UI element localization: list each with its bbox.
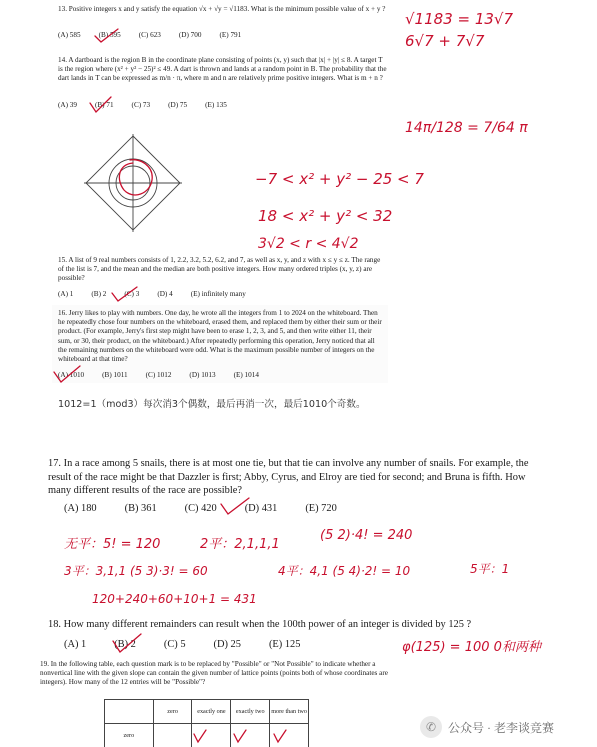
q13-choice-d: (D) 700 [178, 31, 202, 39]
q14-choice-a: (A) 39 [58, 101, 77, 109]
q16-text: Jerry likes to play with numbers. One day, he wrote all the integers from 1 to 2024 on the whiteboard. Then he repeatedly chose four numbers on the whiteboard, erased them, and replaced them by either their sum or their product. (For example, Jerry's first step might have been to erase 1, 2, 3, and 5, and then write either 11, their sum, or 30, their product, on the whiteboard.) After repeatedly performing this operation, Jerry noticed that all the remaining numbers on the whiteboard were odd. What is the maximum possible number of integers on the whiteboard at that time? [58, 309, 382, 364]
q19-header-exactly-one: exactly one [192, 700, 231, 724]
q19-number: 19. [40, 660, 49, 668]
q17-annotation-3: (5 2)·4! = 240 [320, 528, 413, 543]
q17-text: In a race among 5 snails, there is at most one tie, but that tie can involve any number of snails. For example, the result of the race might be that Dazzler is first; Abby, Cyrus, and Elroy are tied for second; and Bruna is fifth. How many different results of the race are possible? [48, 458, 529, 497]
q13-choice-b: (B) 595 [98, 31, 121, 39]
q18-check-mark [110, 632, 144, 654]
watermark [420, 716, 554, 738]
q19-check-marks [190, 726, 310, 746]
q14-text: A dartboard is the region B in the coordinate plane consisting of points (x, y) such that |x| + |y| ≤ 8. A target T is the region where (x² + y² − 25)² ≤ 49. A dart is thrown and lands at a random point in B. The probability that the dart lands in T can be expressed as m/n · π, where m and n are relatively prime positive integers. What is m + n ? [58, 56, 387, 83]
dartboard-sketch [78, 128, 188, 238]
q16-check-mark [52, 364, 85, 384]
q14-annotation-2: 18 < x² + y² < 32 [258, 207, 393, 225]
q17-annotation-1: 无平：5! = 120 [64, 537, 161, 552]
wechat-icon: ✆ [420, 716, 442, 738]
q19-header-more-than-two: more than two [270, 700, 309, 724]
q17-choice-e: (E) 720 [305, 503, 337, 514]
q18-choice-b: (B) 2 [114, 639, 136, 650]
q13-choice-e: (E) 791 [219, 31, 242, 39]
q13-choice-c: (C) 623 [138, 31, 161, 39]
q18-choice-c: (C) 5 [163, 639, 186, 650]
q14-choice-b: (B) 71 [94, 101, 114, 109]
q13-annotation-2: 6√7 + 7√7 [405, 32, 485, 50]
q15-choice-c: (C) 3 [124, 290, 140, 298]
q14-choice-d: (D) 75 [168, 101, 188, 109]
q15-number: 15. [58, 256, 67, 264]
q18-choice-e: (E) 125 [268, 639, 301, 650]
q14-number: 14. [58, 56, 67, 64]
q14-check-mark [88, 96, 114, 114]
q15-choice-e: (E) infinitely many [190, 290, 246, 298]
q16-choice-e: (E) 1014 [233, 371, 259, 379]
q15-choices [58, 290, 246, 298]
watermark-text: 公众号 · 老李谈竞赛 [448, 720, 554, 735]
q17-annotation-7: 120+240+60+10+1 = 431 [92, 592, 257, 606]
q18-number: 18. [48, 619, 61, 630]
q13-number: 13. [58, 5, 67, 13]
q17-choice-c: (C) 420 [184, 503, 217, 514]
q17-choice-b: (B) 361 [124, 503, 157, 514]
q15-block [58, 256, 388, 284]
q19-header-zero: zero [153, 700, 192, 724]
q16-choice-b: (B) 1011 [102, 371, 128, 379]
q15-choice-a: (A) 1 [58, 290, 74, 298]
q13-choice-a: (A) 585 [58, 31, 81, 39]
q19-row-label: zero [105, 724, 154, 747]
q17-annotation-6: 5平：1 [470, 562, 510, 576]
q17-number: 17. [48, 458, 61, 469]
q18-annotation: φ(125) = 100 0和两种 [402, 640, 541, 655]
q15-choice-b: (B) 2 [91, 290, 107, 298]
q17-choice-a: (A) 180 [64, 503, 97, 514]
q15-text: A list of 9 real numbers consists of 1, 2.2, 3.2, 5.2, 6.2, and 7, as well as x, y, and z with x ≤ y ≤ z. The range of the list is 7, and the mean and the median are both positive integers. How many ordered triples (x, y, z) are possible? [58, 256, 381, 283]
q14-annotation-1: −7 < x² + y² − 25 < 7 [255, 170, 424, 188]
q17-annotation-5: 4平：4,1 (5 4)·2! = 10 [278, 564, 411, 578]
q16-choice-a: (A) 1010 [58, 371, 85, 379]
q18-block [48, 618, 543, 632]
q19-cell [153, 724, 192, 747]
q14-block [58, 56, 388, 84]
q17-check-mark [218, 496, 252, 516]
q13-choices [58, 31, 241, 39]
q18-choice-a: (A) 1 [64, 639, 87, 650]
q13-annotation-1: √1183 = 13√7 [405, 10, 514, 28]
q19-header-empty [105, 700, 154, 724]
q13-block [58, 5, 388, 14]
q17-choices [64, 503, 337, 514]
q19-header-exactly-two: exactly two [231, 700, 270, 724]
q16-choice-c: (C) 1012 [145, 371, 172, 379]
q15-check-mark [110, 285, 140, 303]
q18-choice-d: (D) 25 [213, 639, 241, 650]
q18-choices [64, 639, 300, 650]
q14-annotation-3: 3√2 < r < 4√2 [258, 236, 359, 252]
q14-choice-c: (C) 73 [131, 101, 151, 109]
q14-choices [58, 101, 227, 109]
q14-annotation-frac: 14π/128 = 7/64 π [405, 120, 528, 136]
q15-choice-d: (D) 4 [157, 290, 173, 298]
q16-number: 16. [58, 309, 67, 317]
q17-choice-d: (D) 431 [244, 503, 278, 514]
q19-block [40, 660, 400, 688]
q16-note: 1012=1（mod3）每次消3个偶数，最后再消一次，最后1010个奇数。 [58, 399, 366, 410]
q18-text: How many different remainders can result when the 100th power of an integer is divided by 125 ? [63, 619, 472, 630]
q19-table-header-row [105, 700, 309, 724]
q16-choice-d: (D) 1013 [189, 371, 216, 379]
q16-choices [58, 371, 259, 379]
q19-text: In the following table, each question mark is to be replaced by "Possible" or "Not Possible" to indicate whether a nonvertical line with the given slope can contain the given number of lattice points (points both of whose coordinates are integers). How many of the 12 entries will be "Possible"? [40, 660, 388, 687]
q13-check-mark [92, 28, 122, 44]
q17-annotation-2: 2平：2,1,1,1 [200, 537, 280, 552]
q14-choice-e: (E) 135 [205, 101, 227, 109]
q13-text: Positive integers x and y satisfy the equation √x + √y = √1183. What is the minimum possible value of x + y ? [68, 5, 386, 13]
q17-block [48, 457, 543, 498]
q17-annotation-4: 3平：3,1,1 (5 3)·3! = 60 [64, 564, 208, 578]
